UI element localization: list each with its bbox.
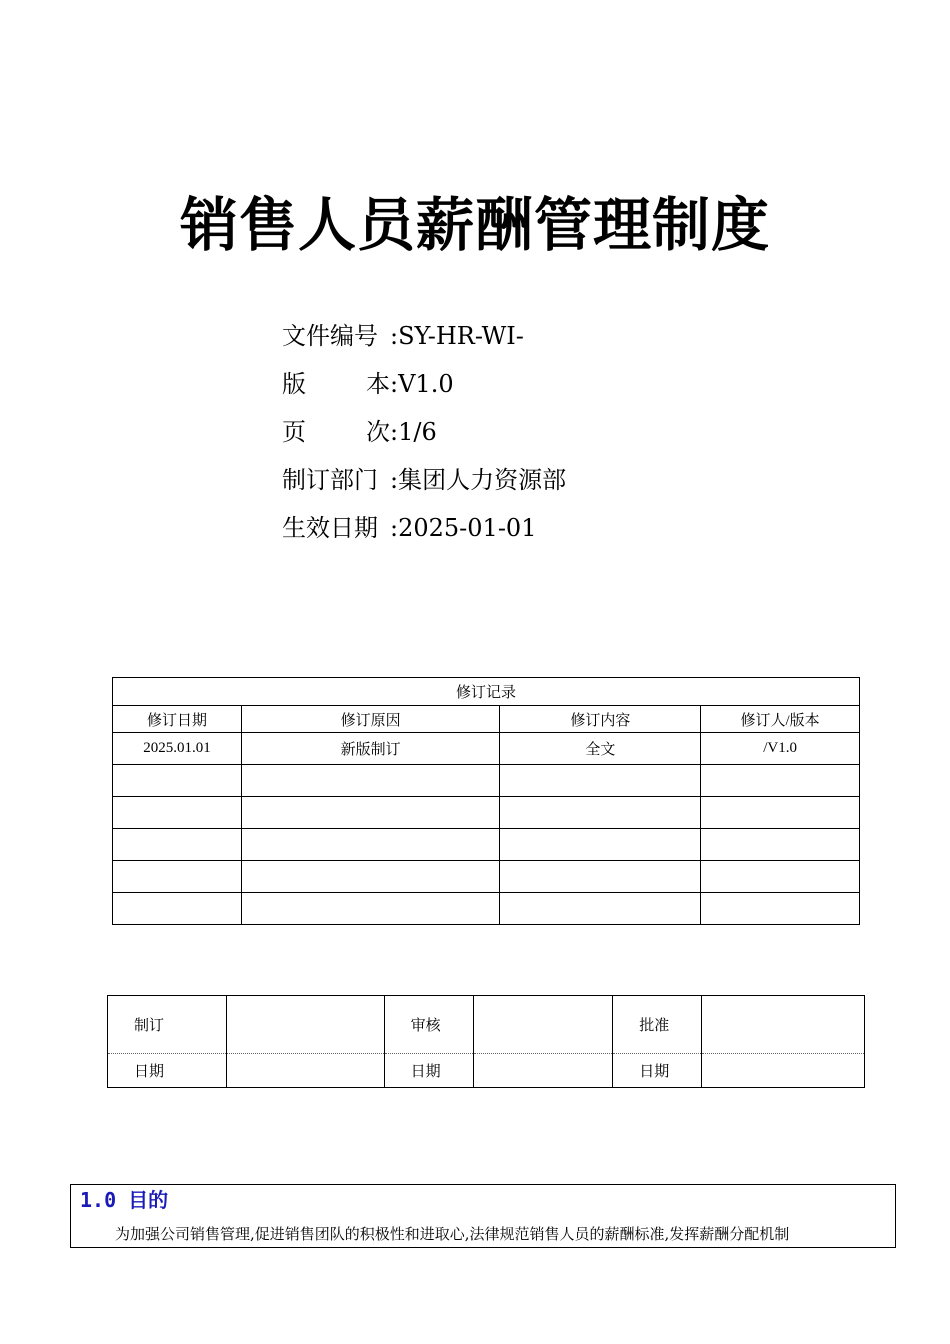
table-cell	[701, 765, 860, 797]
table-cell: 2025.01.01	[113, 733, 242, 765]
reviewed-by-signature	[473, 996, 613, 1054]
table-cell	[241, 765, 500, 797]
prepared-by-signature	[226, 996, 384, 1054]
header-cell: 修订内容	[500, 706, 701, 733]
meta-value: :集团人力资源部	[390, 466, 567, 494]
table-cell	[500, 893, 701, 925]
approved-date-label: 日期	[613, 1054, 702, 1088]
table-cell: 全文	[500, 733, 701, 765]
table-row	[113, 829, 860, 861]
table-cell	[500, 829, 701, 861]
table-cell	[500, 861, 701, 893]
approved-by-signature	[702, 996, 865, 1054]
meta-value: :V1.0	[390, 370, 454, 398]
prepared-date-label: 日期	[108, 1054, 227, 1088]
revision-caption: 修订记录	[113, 678, 860, 706]
table-cell	[701, 797, 860, 829]
meta-label: 生效日期	[282, 514, 378, 542]
meta-label: 版 本	[282, 370, 390, 398]
table-row	[113, 797, 860, 829]
meta-page	[282, 408, 566, 456]
table-cell	[241, 861, 500, 893]
table-cell	[701, 861, 860, 893]
table-row	[113, 861, 860, 893]
reviewed-date-value	[473, 1054, 613, 1088]
meta-label: 页 次	[282, 418, 390, 446]
approval-table	[107, 995, 865, 1088]
table-cell	[113, 861, 242, 893]
meta-label: 文件编号	[282, 322, 378, 350]
table-row	[113, 765, 860, 797]
table-cell: /V1.0	[701, 733, 860, 765]
table-cell	[500, 765, 701, 797]
revision-table	[112, 677, 860, 925]
table-cell: 新版制订	[241, 733, 500, 765]
prepared-date-value	[226, 1054, 384, 1088]
header-cell: 修订原因	[241, 706, 500, 733]
table-row	[113, 733, 860, 765]
section-heading: 1.0 目的	[80, 1188, 169, 1212]
header-cell: 修订人/版本	[701, 706, 860, 733]
meta-value: :1/6	[390, 418, 437, 446]
reviewed-by-label: 审核	[384, 996, 473, 1054]
section-purpose	[70, 1184, 896, 1248]
revision-header-row	[113, 706, 860, 733]
document-meta	[282, 312, 566, 552]
approval-sign-row	[108, 996, 865, 1054]
header-cell: 修订日期	[113, 706, 242, 733]
meta-department	[282, 456, 566, 504]
prepared-by-label: 制订	[108, 996, 227, 1054]
document-title: 销售人员薪酬管理制度	[179, 191, 770, 259]
approved-date-value	[702, 1054, 865, 1088]
table-cell	[113, 893, 242, 925]
meta-version	[282, 360, 566, 408]
table-cell	[500, 797, 701, 829]
table-cell	[241, 797, 500, 829]
table-cell	[113, 765, 242, 797]
reviewed-date-label: 日期	[384, 1054, 473, 1088]
meta-value: :SY-HR-WI-	[390, 322, 524, 350]
meta-effective-date	[282, 504, 566, 552]
meta-label: 制订部门	[282, 466, 378, 494]
table-cell	[241, 893, 500, 925]
table-row	[113, 893, 860, 925]
meta-file-number	[282, 312, 566, 360]
section-text: 为加强公司销售管理,促进销售团队的积极性和进取心,法律规范销售人员的薪酬标准,发挥薪酬分配机制	[115, 1225, 790, 1243]
approved-by-label: 批准	[613, 996, 702, 1054]
table-cell	[241, 829, 500, 861]
table-cell	[701, 893, 860, 925]
table-cell	[113, 829, 242, 861]
table-cell	[113, 797, 242, 829]
approval-date-row	[108, 1054, 865, 1088]
meta-value: :2025-01-01	[390, 514, 537, 542]
table-cell	[701, 829, 860, 861]
